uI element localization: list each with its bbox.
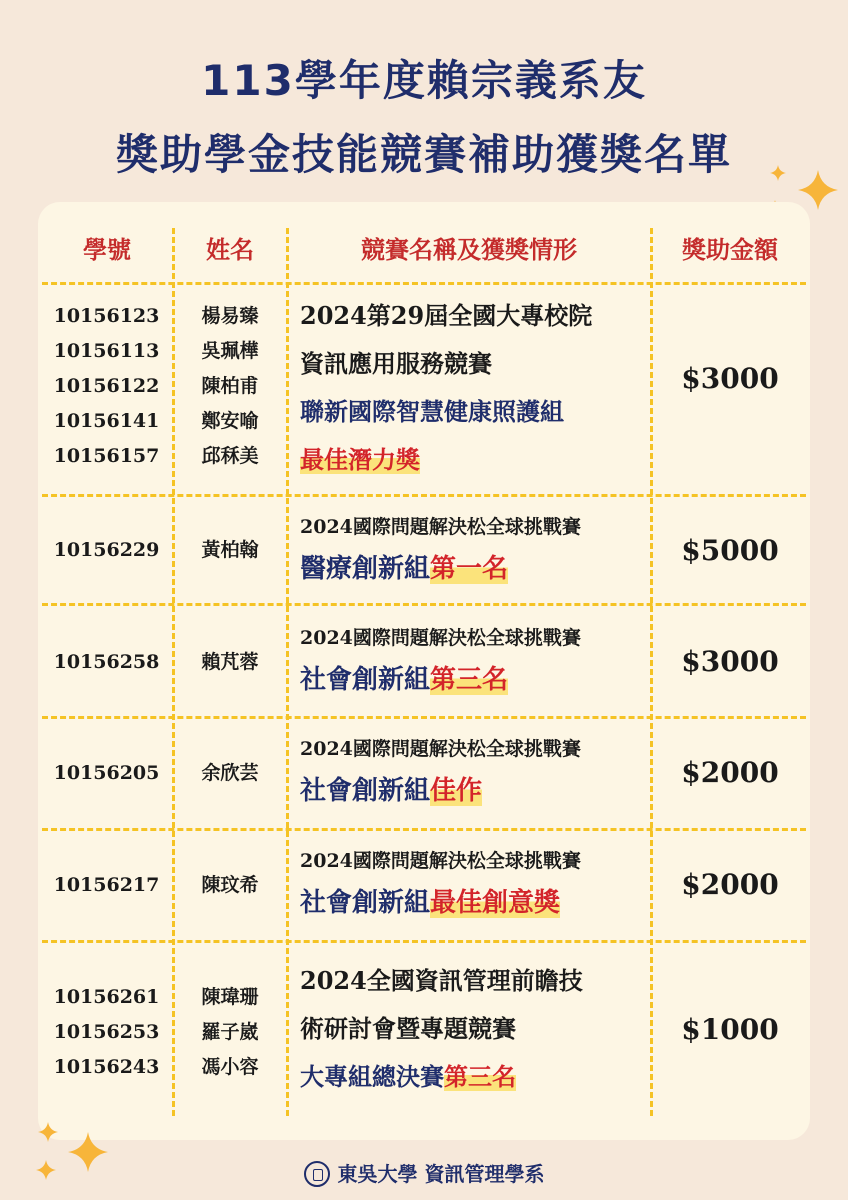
competition-line: 資訊應用服務競賽 [300, 349, 492, 378]
student-id: 10156243 [53, 1056, 160, 1078]
student-name: 鄭安喻 [201, 410, 259, 432]
competition-group: 社會創新組 [300, 888, 431, 918]
student-name: 吳珮樺 [201, 340, 259, 362]
header-student-id: 學號 [83, 236, 131, 264]
student-id: 10156229 [53, 539, 160, 561]
sparkle-icon [38, 1122, 58, 1142]
university-seal-icon [304, 1161, 330, 1187]
competition-line: 2024全國資訊管理前瞻技 [300, 966, 583, 995]
competition-group: 社會創新組 [300, 776, 431, 806]
page-title-line2: 獎助學金技能競賽補助獲獎名單 [115, 130, 732, 179]
competition-line: 術研討會暨專題競賽 [300, 1014, 516, 1043]
footer [0, 1158, 848, 1189]
row-divider [42, 282, 806, 285]
student-id: 10156113 [53, 340, 160, 362]
award-label: 第一名 [430, 554, 509, 584]
student-id: 10156258 [53, 651, 160, 673]
footer-text: 東吳大學 資訊管理學系 [337, 1162, 545, 1186]
column-divider [650, 228, 653, 1116]
competition-group: 社會創新組 [300, 665, 431, 695]
student-name: 黃柏翰 [201, 539, 259, 561]
award-amount: $2000 [681, 756, 779, 789]
competition-title: 2024國際問題解決松全球挑戰賽 [300, 850, 581, 872]
award-label: 佳作 [430, 776, 483, 806]
student-id: 10156157 [53, 445, 160, 467]
award-label: 第三名 [444, 1062, 516, 1091]
table-row-names [180, 299, 280, 474]
row-divider [42, 494, 806, 497]
column-divider [286, 228, 289, 1116]
header-competition: 競賽名稱及獲獎情形 [361, 236, 577, 264]
student-name: 賴芃蓉 [201, 651, 259, 673]
competition-title: 2024國際問題解決松全球挑戰賽 [300, 738, 581, 760]
competition-group: 醫療創新組 [300, 554, 431, 584]
row-divider [42, 940, 806, 943]
award-label: 最佳創意獎 [430, 888, 561, 918]
competition-line: 2024第29屆全國大專校院 [300, 301, 593, 330]
student-id: 10156123 [53, 305, 160, 327]
student-name: 邱秝美 [201, 445, 259, 467]
student-name: 陳柏甫 [201, 375, 259, 397]
competition-cell [300, 618, 650, 702]
competition-group: 大專組總決賽 [300, 1062, 444, 1091]
student-id: 10156122 [53, 375, 160, 397]
student-name: 陳瑋珊 [201, 986, 259, 1008]
competition-cell [300, 841, 650, 925]
table-row-ids [44, 980, 169, 1085]
table-row-names [180, 980, 280, 1085]
competition-cell [300, 292, 650, 484]
student-name: 陳玟希 [201, 874, 259, 896]
student-id: 10156217 [53, 874, 160, 896]
row-divider [42, 716, 806, 719]
page-title-line1: 113學年度賴宗義系友 [201, 56, 647, 105]
award-label: 最佳潛力獎 [300, 445, 420, 474]
column-divider [172, 228, 175, 1116]
student-id: 10156261 [53, 986, 160, 1008]
competition-cell [300, 957, 650, 1101]
award-amount: $3000 [681, 645, 779, 678]
competition-title: 2024國際問題解決松全球挑戰賽 [300, 516, 581, 538]
competition-title: 2024國際問題解決松全球挑戰賽 [300, 627, 581, 649]
row-divider [42, 828, 806, 831]
award-amount: $3000 [681, 362, 779, 395]
student-name: 余欣芸 [201, 762, 259, 784]
award-amount: $5000 [681, 534, 779, 567]
header-name: 姓名 [206, 236, 254, 264]
award-label: 第三名 [430, 665, 509, 695]
competition-cell [300, 507, 650, 591]
student-id: 10156205 [53, 762, 160, 784]
award-amount: $2000 [681, 868, 779, 901]
student-name: 楊易臻 [201, 305, 259, 327]
student-id: 10156141 [53, 410, 160, 432]
sparkle-icon [770, 165, 786, 181]
header-amount: 獎助金額 [682, 236, 778, 264]
competition-line: 聯新國際智慧健康照護組 [300, 397, 564, 426]
student-id: 10156253 [53, 1021, 160, 1043]
row-divider [42, 603, 806, 606]
award-amount: $1000 [681, 1013, 779, 1046]
student-name: 羅子崴 [201, 1021, 259, 1043]
table-row-ids [44, 299, 169, 474]
student-name: 馮小容 [201, 1056, 259, 1078]
sparkle-icon [798, 170, 838, 210]
competition-cell [300, 729, 650, 813]
